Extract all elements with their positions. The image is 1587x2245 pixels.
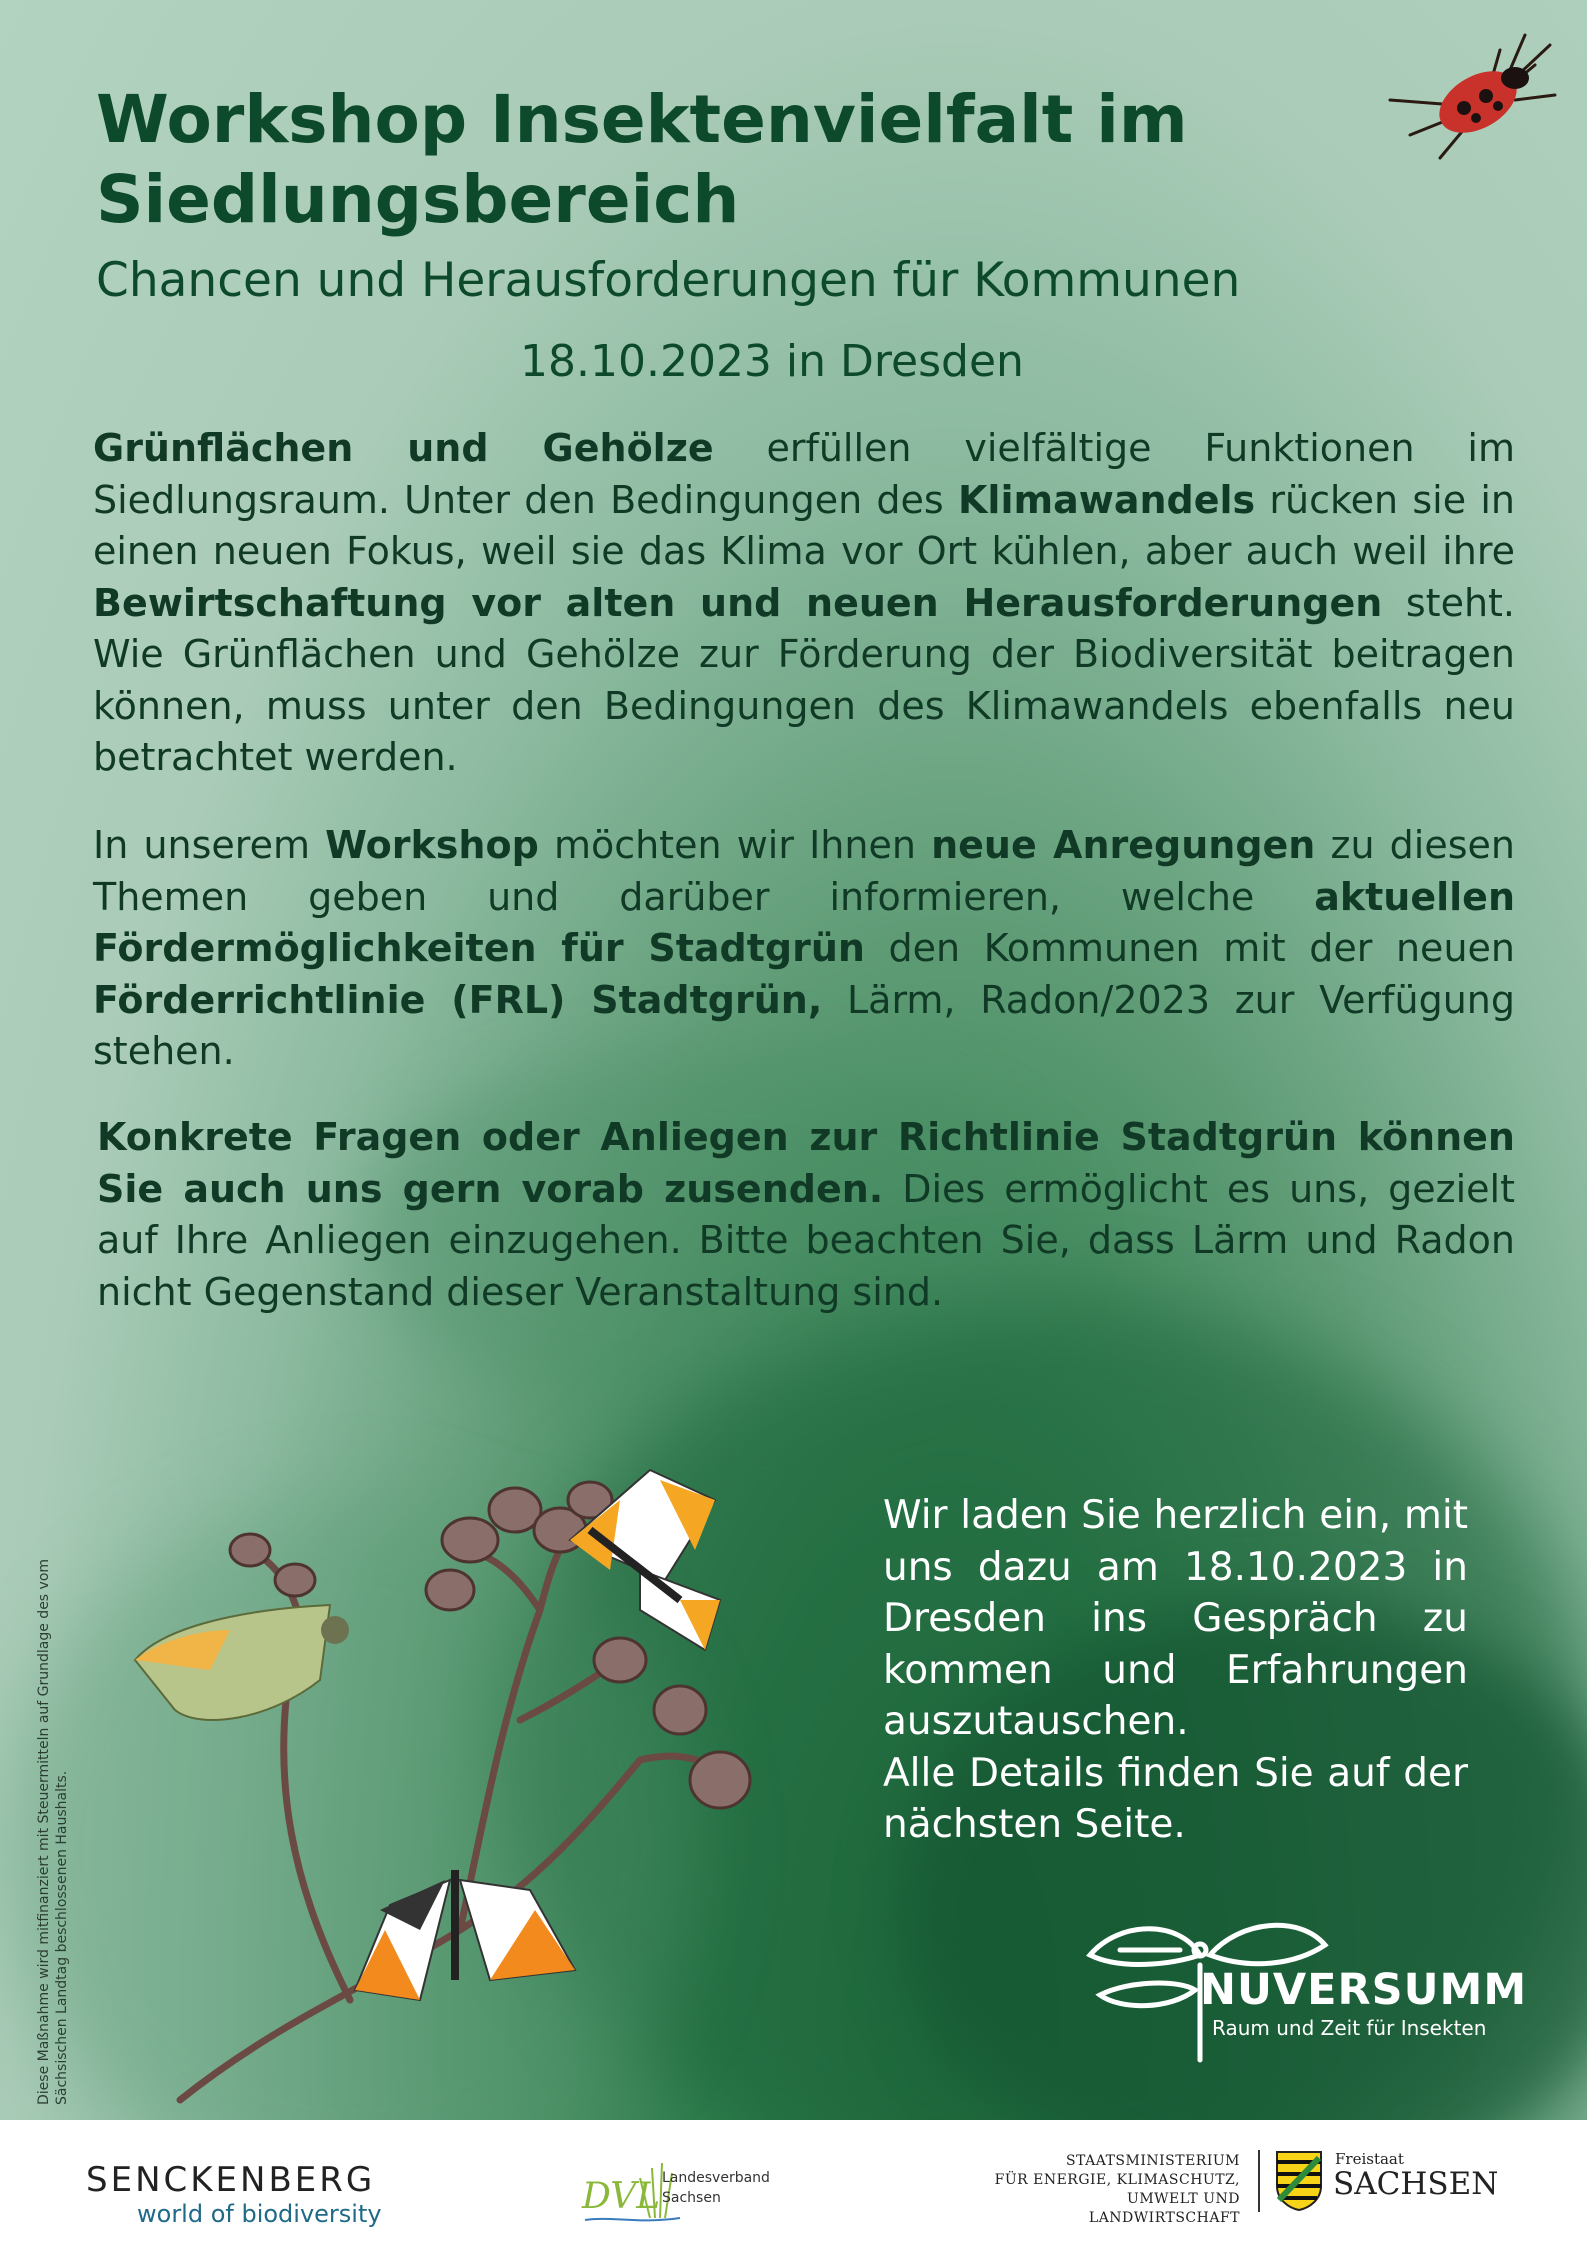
nuversumm-name: NUVERSUMM xyxy=(1200,1965,1528,2015)
sachsen-label: SACHSEN xyxy=(1333,2166,1499,2202)
invitation-block xyxy=(883,1490,1468,1851)
invitation-text: Wir laden Sie herzlich ein, mit uns dazu am 18.10.2023 in Dresden ins Gespräch zu kommen und Erfahrungen auszutauschen. xyxy=(883,1493,1468,1744)
butterfly-left-icon xyxy=(135,1605,349,1720)
page-subtitle: Chancen und Herausforderungen für Kommunen xyxy=(96,253,1241,308)
firebug-icon xyxy=(1360,30,1560,170)
workshop-paragraph: In unserem Workshop möchten wir Ihnen neue Anregungen zu diesen Themen geben und darüber informieren, welche aktuellen Fördermöglichkeiten für Stadtgrün den Kommunen mit der neuen Förderrichtlinie (FRL) Stadtgrün, Lärm, Radon/2023 zur Verfügung stehen. xyxy=(93,823,1516,1073)
event-date: 18.10.2023 in Dresden xyxy=(520,336,1024,387)
invitation-details: Alle Details finden Sie auf der nächsten Seite. xyxy=(883,1750,1468,1847)
freistaat-label: Freistaat xyxy=(1335,2150,1404,2168)
intro-paragraph: Grünflächen und Gehölze erfüllen vielfältige Funktionen im Siedlungsraum. Unter den Bedingungen des Klimawandels rücken sie in einen neuen Fokus, weil sie das Klima vor Ort kühlen, aber auch weil ihre Bewirtschaftung vor alten und neuen Herausforderungen steht. Wie Grünflächen und Gehölze zur Förderung der Biodiversität beitragen können, muss unter den Bedingungen des Klimawandels ebenfalls neu betrachtet werden. xyxy=(93,426,1516,779)
page-title: Workshop Insektenvielfalt im Siedlungsbereich xyxy=(96,81,1188,238)
butterfly-bottom-icon xyxy=(355,1870,575,2000)
saxony-crest-icon xyxy=(1275,2150,1323,2212)
questions-paragraph: Konkrete Fragen oder Anliegen zur Richtlinie Stadtgrün können Sie auch uns gern vorab zusenden. Dies ermöglicht es uns, gezielt auf Ihre Anliegen einzugehen. Bitte beachten Sie, dass Lärm und Radon nicht Gegenstand dieser Veranstaltung sind. xyxy=(97,1115,1515,1314)
funding-note: Diese Maßnahme wird mitfinanziert mit Steuermitteln auf Grundlage des vom Sächsischen Landtag beschlossenen Haushalts. xyxy=(36,1558,70,2105)
senckenberg-tagline: world of biodiversity xyxy=(137,2200,382,2228)
nuversumm-tagline: Raum und Zeit für Insekten xyxy=(1212,2016,1487,2040)
footer-divider xyxy=(1258,2150,1260,2212)
ministry-label: STAATSMINISTERIUM FÜR ENERGIE, KLIMASCHUTZ, UMWELT UND LANDWIRTSCHAFT xyxy=(994,2153,1240,2226)
flower-butterfly-illustration xyxy=(120,1460,840,2120)
dvl-label: Landesverband Sachsen xyxy=(662,2170,770,2206)
senckenberg-logo: SENCKENBERG xyxy=(86,2160,376,2200)
svg-text:DVL: DVL xyxy=(582,2176,661,2217)
